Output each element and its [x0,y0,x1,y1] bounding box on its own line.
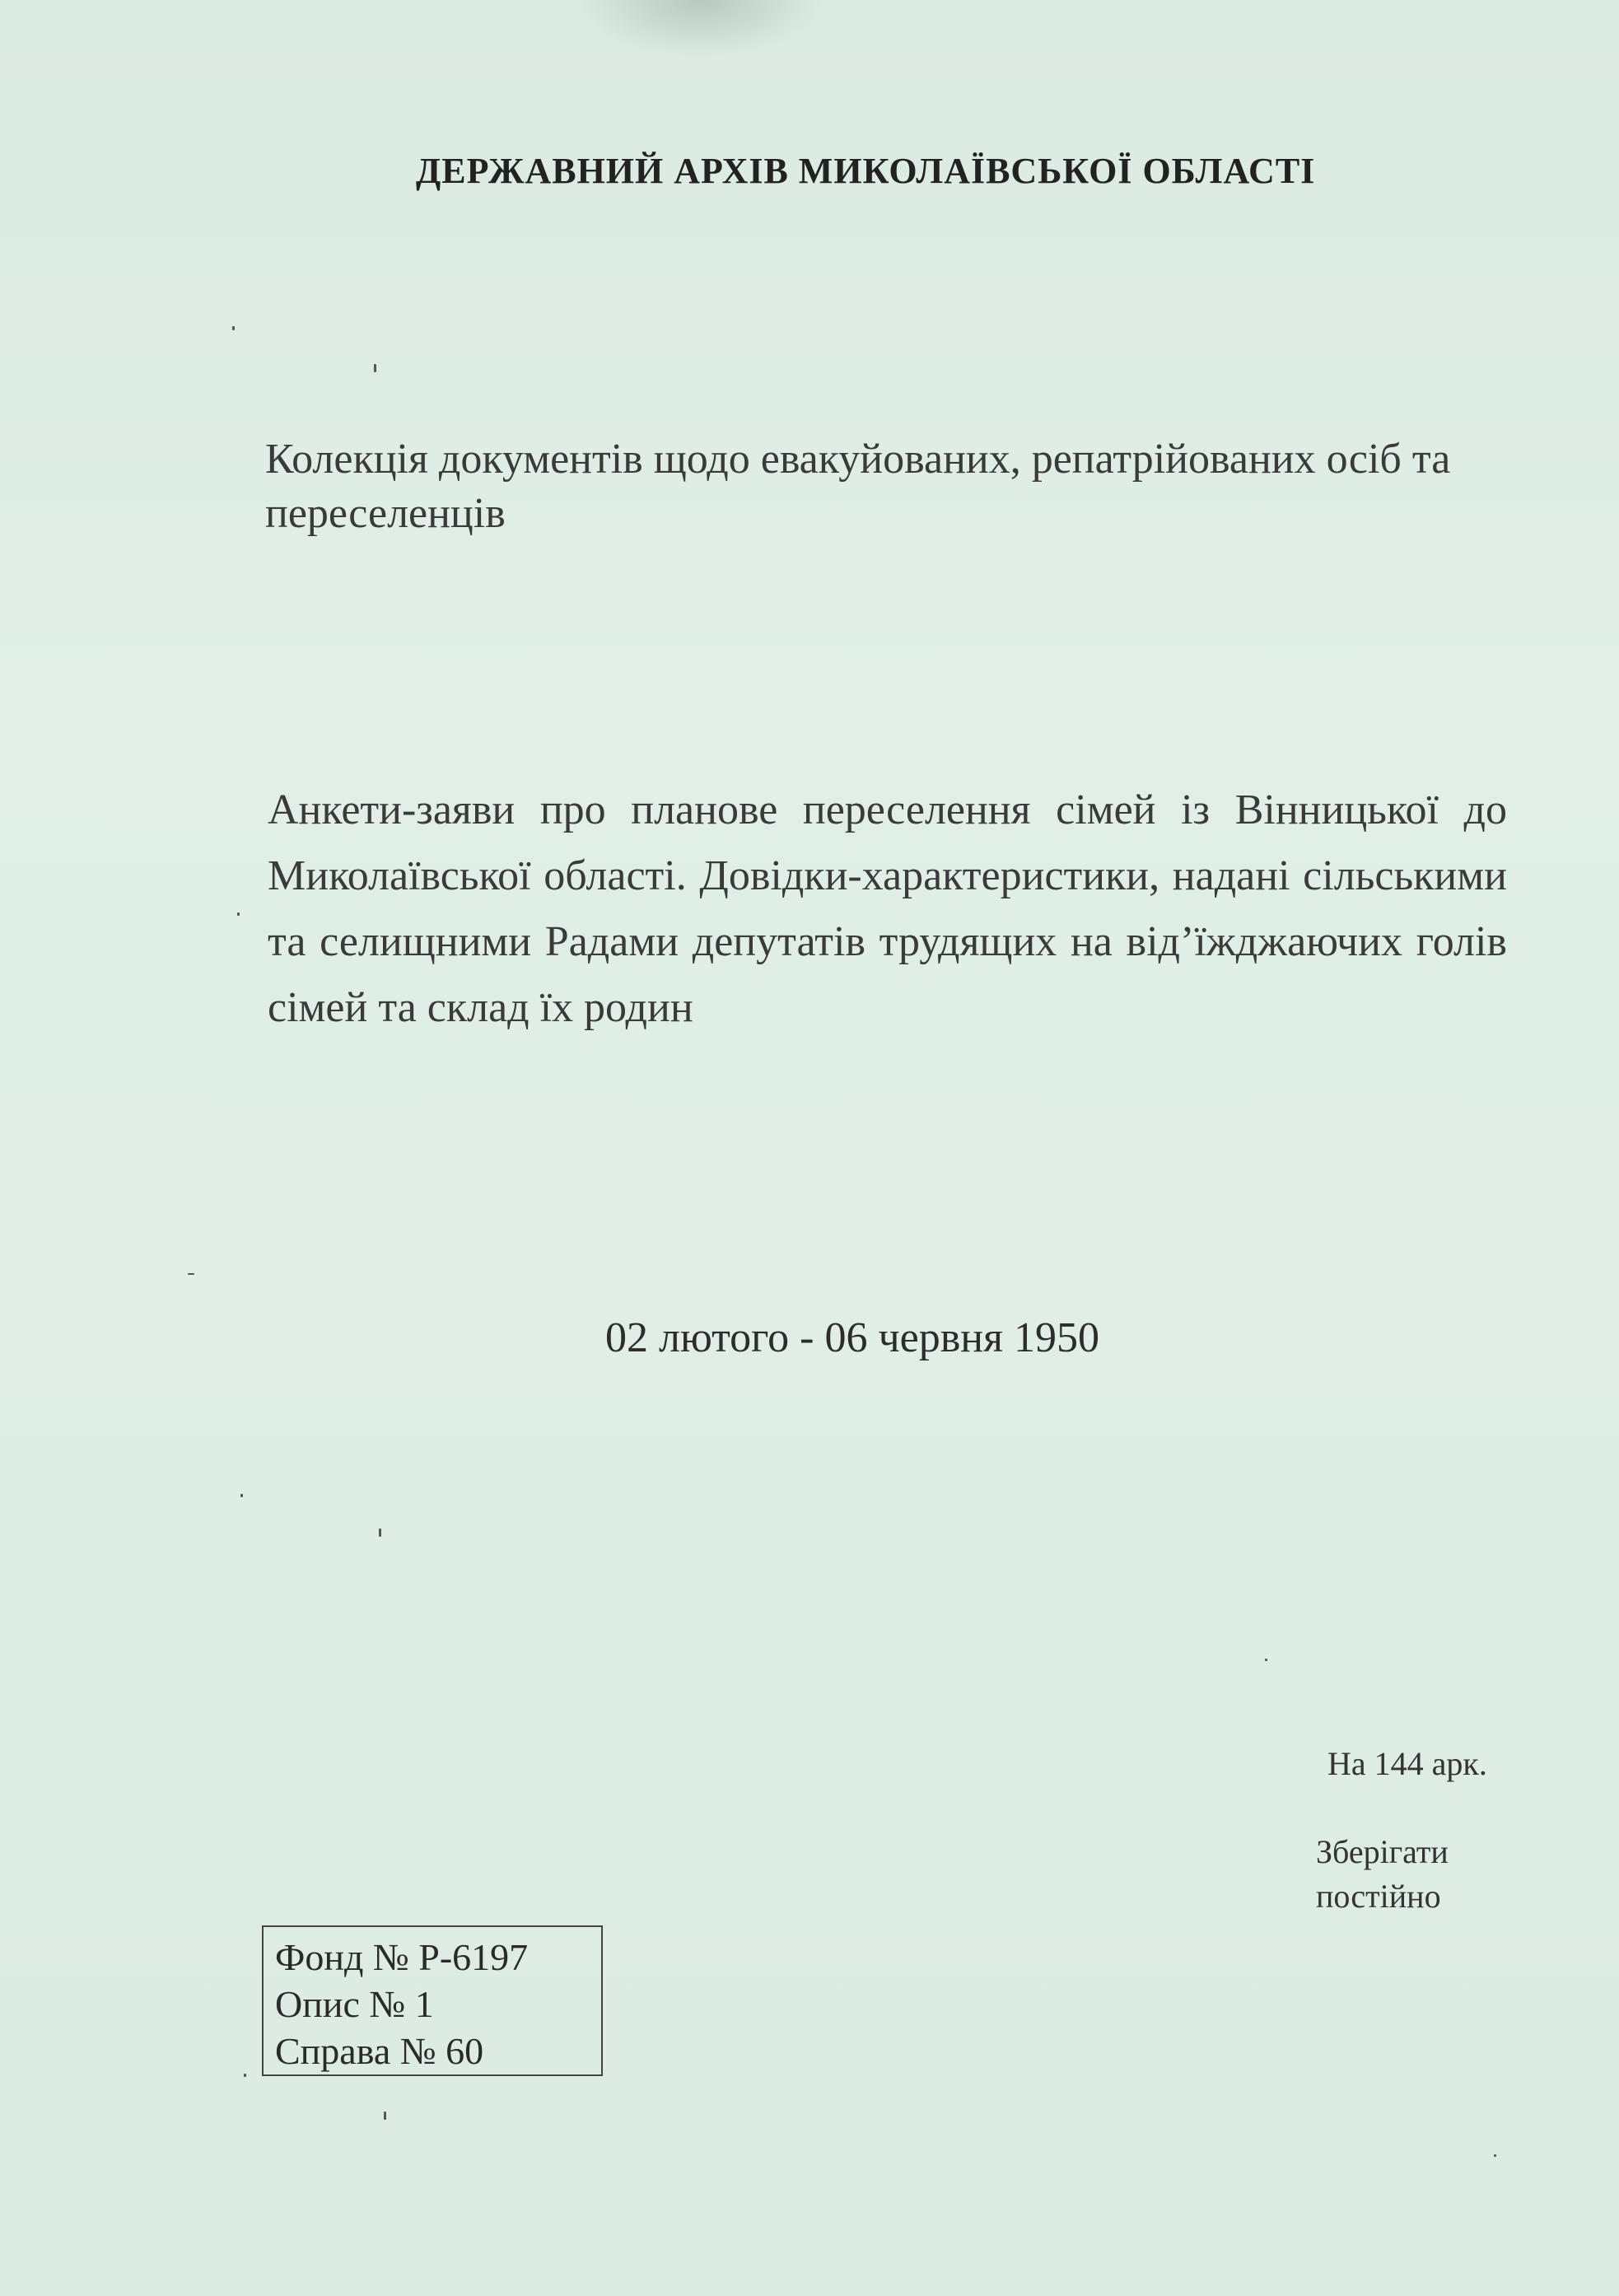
sprava-number: Справа № 60 [275,2030,484,2072]
collection-title: Колекція документів щодо евакуйованих, репатрійованих осіб та переселенців [265,436,1451,537]
opys-number: Опис № 1 [275,1983,434,2025]
sheet-count: На 144 арк. [1327,1745,1487,1782]
file-reference-box [262,1925,603,2076]
fond-number: Фонд № Р-6197 [275,1936,529,1978]
scan-speck [244,2074,246,2077]
storage-line-2: постійно [1316,1878,1441,1915]
storage-note [1316,1830,1449,1919]
archive-title: ДЕРЖАВНИЙ АРХІВ МИКОЛАЇВСЬКОЇ ОБЛАСТІ [416,151,1316,191]
scan-speck [232,326,235,330]
scan-speck [188,1273,194,1275]
scan-speck [1494,2154,1496,2157]
scan-shadow [576,0,823,58]
scan-speck [237,912,240,916]
scan-speck [240,1494,243,1497]
date-range: 02 лютого - 06 червня 1950 [605,1314,1100,1361]
storage-line-1: Зберігати [1316,1833,1449,1870]
document-description: Анкети-заяви про планове переселення сімей із Вінницької до Миколаївської області. Довідки-характеристики, надані сільськими та селищними Радами депутатів трудящих на від’їжджаючих голів сімей та склад їх родин [268,786,1507,1031]
scan-speck [374,364,376,372]
scan-speck [379,1528,381,1537]
scan-speck [384,2112,386,2120]
scan-speck [1265,1659,1267,1661]
